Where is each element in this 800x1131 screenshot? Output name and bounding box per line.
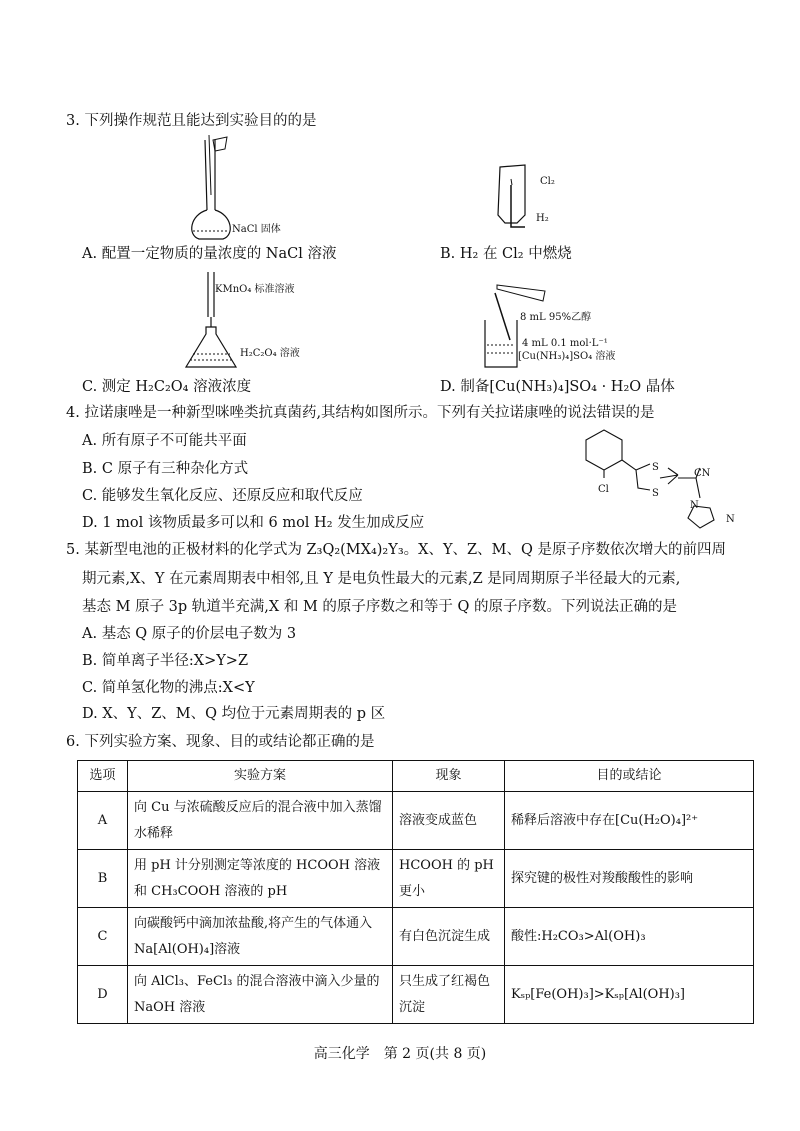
option-3a: A. 配置一定物质的量浓度的 NaCl 溶液: [82, 246, 337, 262]
header-phenomenon: 现象: [393, 761, 505, 792]
option-5d: D. X、Y、Z、M、Q 均位于元素周期表的 p 区: [82, 706, 386, 722]
nitrogen-atom-1: N: [690, 500, 699, 511]
cell-plan: 用 pH 计分别测定等浓度的 HCOOH 溶液和 CH₃COOH 溶液的 pH: [128, 850, 393, 908]
luliconazole-structure: [568, 428, 738, 533]
experiment-table: [77, 760, 754, 1024]
cell-conclusion: 酸性:H₂CO₃>Al(OH)₃: [505, 908, 754, 966]
option-5c: C. 简单氢化物的沸点:X<Y: [82, 680, 255, 696]
cyano-group: CN: [694, 468, 711, 479]
complex-solution-label: [Cu(NH₃)₄]SO₄ 溶液: [518, 351, 616, 362]
cell-option: A: [78, 792, 128, 850]
cell-phenomenon: 有白色沉淀生成: [393, 908, 505, 966]
question-5-line-2: 期元素,X、Y 在元素周期表中相邻,且 Y 是电负性最大的元素,Z 是同周期原子半径最大的元素,: [82, 571, 681, 587]
header-option: 选项: [78, 761, 128, 792]
option-3d: D. 制备[Cu(NH₃)₄]SO₄ · H₂O 晶体: [440, 379, 675, 395]
question-3-stem: 3. 下列操作规范且能达到实验目的的是: [66, 113, 317, 129]
cell-plan: 向 AlCl₃、FeCl₃ 的混合溶液中滴入少量的 NaOH 溶液: [128, 966, 393, 1024]
header-plan: 实验方案: [128, 761, 393, 792]
h2c2o4-label: H₂C₂O₄ 溶液: [240, 348, 300, 359]
table-header: [78, 761, 754, 792]
question-5-line-1: 5. 某新型电池的正极材料的化学式为 Z₃Q₂(MX₄)₂Y₃。X、Y、Z、M、Q 是原子序数依次增大的前四周: [66, 542, 726, 558]
cell-option: B: [78, 850, 128, 908]
cell-phenomenon: 只生成了红褐色沉淀: [393, 966, 505, 1024]
ethanol-label: 8 mL 95%乙醇: [520, 312, 592, 323]
option-4a: A. 所有原子不可能共平面: [82, 433, 247, 449]
question-5-line-3: 基态 M 原子 3p 轨道半充满,X 和 M 的原子序数之和等于 Q 的原子序数。下列说法正确的是: [82, 599, 677, 615]
table-row: [78, 850, 754, 908]
table-row: [78, 792, 754, 850]
cell-option: C: [78, 908, 128, 966]
option-5a: A. 基态 Q 原子的价层电子数为 3: [82, 626, 297, 642]
concentration-label: 4 mL 0.1 mol·L⁻¹: [522, 338, 608, 349]
option-4b: B. C 原子有三种杂化方式: [82, 461, 249, 477]
sulfur-atom-1: S: [652, 462, 659, 473]
cell-conclusion: 稀释后溶液中存在[Cu(H₂O)₄]²⁺: [505, 792, 754, 850]
option-5b: B. 简单离子半径:X>Y>Z: [82, 653, 249, 669]
nitrogen-atom-2: N: [726, 514, 735, 525]
cell-plan: 向 Cu 与浓硫酸反应后的混合液中加入蒸馏水稀释: [128, 792, 393, 850]
question-4-stem: 4. 拉诺康唑是一种新型咪唑类抗真菌药,其结构如图所示。下列有关拉诺康唑的说法错误的是: [66, 405, 655, 421]
h2-label: H₂: [536, 213, 549, 224]
option-4d: D. 1 mol 该物质最多可以和 6 mol H₂ 发生加成反应: [82, 515, 425, 531]
cell-option: D: [78, 966, 128, 1024]
cell-phenomenon: 溶液变成蓝色: [393, 792, 505, 850]
cl2-label: Cl₂: [540, 176, 555, 187]
cell-conclusion: 探究键的极性对羧酸酸性的影响: [505, 850, 754, 908]
option-3b: B. H₂ 在 Cl₂ 中燃烧: [440, 246, 572, 262]
chlorine-atom: Cl: [598, 484, 609, 495]
page-footer: 高三化学 第 2 页(共 8 页): [313, 1046, 487, 1062]
header-conclusion: 目的或结论: [505, 761, 754, 792]
cell-phenomenon: HCOOH 的 pH 更小: [393, 850, 505, 908]
option-3c: C. 测定 H₂C₂O₄ 溶液浓度: [82, 379, 252, 395]
kmno4-label: KMnO₄ 标准溶液: [215, 284, 295, 295]
cell-conclusion: Kₛₚ[Fe(OH)₃]>Kₛₚ[Al(OH)₃]: [505, 966, 754, 1024]
option-4c: C. 能够发生氧化反应、还原反应和取代反应: [82, 488, 363, 504]
table-row: [78, 908, 754, 966]
cell-plan: 向碳酸钙中滴加浓盐酸,将产生的气体通入 Na[Al(OH)₄]溶液: [128, 908, 393, 966]
table-row: [78, 966, 754, 1024]
sulfur-atom-2: S: [652, 488, 659, 499]
question-6-stem: 6. 下列实验方案、现象、目的或结论都正确的是: [66, 734, 375, 750]
nacl-solid-label: NaCl 固体: [232, 224, 281, 235]
